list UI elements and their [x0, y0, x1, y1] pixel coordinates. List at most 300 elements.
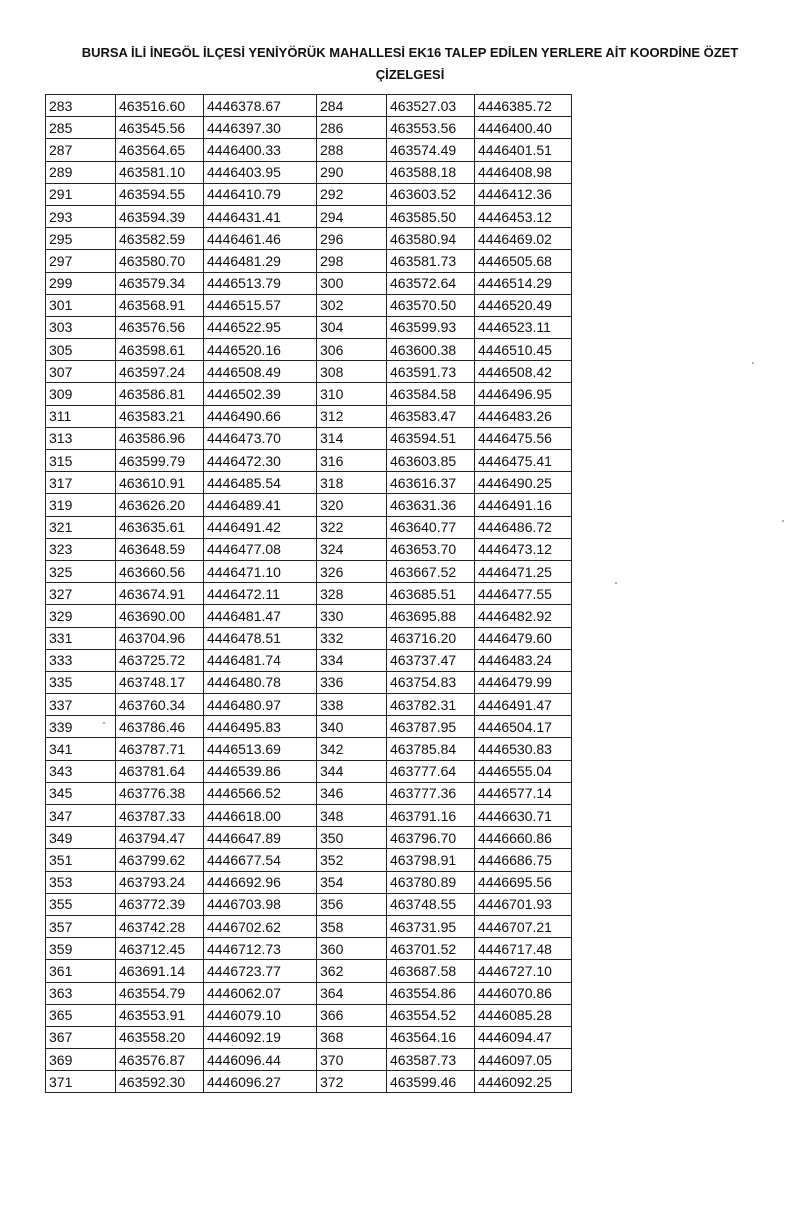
- y-coord-cell: 463553.56: [387, 117, 475, 139]
- point-no-cell: 296: [317, 228, 387, 250]
- table-row: [46, 560, 572, 582]
- point-no-cell: 365: [46, 1004, 116, 1026]
- point-no-cell: 349: [46, 827, 116, 849]
- point-no-cell: 288: [317, 139, 387, 161]
- y-coord-cell: 463576.56: [116, 316, 204, 338]
- y-coord-cell: 463781.64: [116, 760, 204, 782]
- table-row: [46, 760, 572, 782]
- y-coord-cell: 463716.20: [387, 627, 475, 649]
- title-line-2: ÇİZELGESİ: [375, 67, 445, 82]
- x-coord-cell: 4446502.39: [204, 383, 317, 405]
- x-coord-cell: 4446478.51: [204, 627, 317, 649]
- y-coord-cell: 463787.33: [116, 805, 204, 827]
- point-no-cell: 317: [46, 472, 116, 494]
- point-no-cell: 339: [46, 716, 116, 738]
- x-coord-cell: 4446686.75: [475, 849, 572, 871]
- x-coord-cell: 4446472.11: [204, 583, 317, 605]
- y-coord-cell: 463594.51: [387, 427, 475, 449]
- y-coord-cell: 463592.30: [116, 1071, 204, 1093]
- table-row: [46, 316, 572, 338]
- y-coord-cell: 463777.36: [387, 782, 475, 804]
- point-no-cell: 299: [46, 272, 116, 294]
- point-no-cell: 345: [46, 782, 116, 804]
- x-coord-cell: 4446485.54: [204, 472, 317, 494]
- table-row: [46, 827, 572, 849]
- point-no-cell: 354: [317, 871, 387, 893]
- point-no-cell: 363: [46, 982, 116, 1004]
- x-coord-cell: 4446495.83: [204, 716, 317, 738]
- y-coord-cell: 463776.38: [116, 782, 204, 804]
- point-no-cell: 323: [46, 538, 116, 560]
- y-coord-cell: 463581.73: [387, 250, 475, 272]
- y-coord-cell: 463737.47: [387, 649, 475, 671]
- y-coord-cell: 463576.87: [116, 1049, 204, 1071]
- point-no-cell: 297: [46, 250, 116, 272]
- point-no-cell: 320: [317, 494, 387, 516]
- coordinate-table: [45, 94, 572, 1093]
- table-row: [46, 383, 572, 405]
- y-coord-cell: 463667.52: [387, 560, 475, 582]
- table-row: [46, 782, 572, 804]
- x-coord-cell: 4446408.98: [475, 161, 572, 183]
- y-coord-cell: 463640.77: [387, 516, 475, 538]
- point-no-cell: 295: [46, 228, 116, 250]
- point-no-cell: 348: [317, 805, 387, 827]
- y-coord-cell: 463584.58: [387, 383, 475, 405]
- table-row: [46, 405, 572, 427]
- point-no-cell: 356: [317, 893, 387, 915]
- y-coord-cell: 463610.91: [116, 472, 204, 494]
- point-no-cell: 310: [317, 383, 387, 405]
- table-row: [46, 605, 572, 627]
- y-coord-cell: 463748.17: [116, 671, 204, 693]
- x-coord-cell: 4446481.29: [204, 250, 317, 272]
- table-row: [46, 938, 572, 960]
- y-coord-cell: 463564.65: [116, 139, 204, 161]
- x-coord-cell: 4446566.52: [204, 782, 317, 804]
- point-no-cell: 316: [317, 450, 387, 472]
- y-coord-cell: 463648.59: [116, 538, 204, 560]
- point-no-cell: 314: [317, 427, 387, 449]
- table-row: [46, 250, 572, 272]
- table-row: [46, 1049, 572, 1071]
- table-row: [46, 494, 572, 516]
- y-coord-cell: 463626.20: [116, 494, 204, 516]
- y-coord-cell: 463586.96: [116, 427, 204, 449]
- x-coord-cell: 4446473.70: [204, 427, 317, 449]
- table-row: [46, 472, 572, 494]
- x-coord-cell: 4446630.71: [475, 805, 572, 827]
- x-coord-cell: 4446471.10: [204, 560, 317, 582]
- x-coord-cell: 4446473.12: [475, 538, 572, 560]
- y-coord-cell: 463754.83: [387, 671, 475, 693]
- x-coord-cell: 4446491.47: [475, 694, 572, 716]
- point-no-cell: 359: [46, 938, 116, 960]
- document-title: [60, 42, 760, 86]
- point-no-cell: 355: [46, 893, 116, 915]
- x-coord-cell: 4446477.08: [204, 538, 317, 560]
- x-coord-cell: 4446491.16: [475, 494, 572, 516]
- point-no-cell: 330: [317, 605, 387, 627]
- y-coord-cell: 463742.28: [116, 915, 204, 937]
- x-coord-cell: 4446513.79: [204, 272, 317, 294]
- point-no-cell: 331: [46, 627, 116, 649]
- x-coord-cell: 4446400.33: [204, 139, 317, 161]
- y-coord-cell: 463780.89: [387, 871, 475, 893]
- x-coord-cell: 4446412.36: [475, 183, 572, 205]
- table-row: [46, 205, 572, 227]
- y-coord-cell: 463585.50: [387, 205, 475, 227]
- table-row: [46, 339, 572, 361]
- scan-speck: [103, 722, 105, 724]
- x-coord-cell: 4446094.47: [475, 1026, 572, 1048]
- y-coord-cell: 463598.61: [116, 339, 204, 361]
- y-coord-cell: 463798.91: [387, 849, 475, 871]
- x-coord-cell: 4446496.95: [475, 383, 572, 405]
- table-row: [46, 427, 572, 449]
- table-row: [46, 538, 572, 560]
- point-no-cell: 307: [46, 361, 116, 383]
- point-no-cell: 292: [317, 183, 387, 205]
- y-coord-cell: 463580.70: [116, 250, 204, 272]
- point-no-cell: 358: [317, 915, 387, 937]
- x-coord-cell: 4446520.49: [475, 294, 572, 316]
- x-coord-cell: 4446702.62: [204, 915, 317, 937]
- x-coord-cell: 4446692.96: [204, 871, 317, 893]
- y-coord-cell: 463583.21: [116, 405, 204, 427]
- x-coord-cell: 4446717.48: [475, 938, 572, 960]
- x-coord-cell: 4446555.04: [475, 760, 572, 782]
- point-no-cell: 350: [317, 827, 387, 849]
- point-no-cell: 298: [317, 250, 387, 272]
- point-no-cell: 309: [46, 383, 116, 405]
- point-no-cell: 370: [317, 1049, 387, 1071]
- table-row: [46, 893, 572, 915]
- point-no-cell: 344: [317, 760, 387, 782]
- y-coord-cell: 463731.95: [387, 915, 475, 937]
- y-coord-cell: 463603.85: [387, 450, 475, 472]
- point-no-cell: 286: [317, 117, 387, 139]
- y-coord-cell: 463599.46: [387, 1071, 475, 1093]
- y-coord-cell: 463616.37: [387, 472, 475, 494]
- x-coord-cell: 4446471.25: [475, 560, 572, 582]
- point-no-cell: 341: [46, 738, 116, 760]
- point-no-cell: 290: [317, 161, 387, 183]
- y-coord-cell: 463564.16: [387, 1026, 475, 1048]
- x-coord-cell: 4446508.42: [475, 361, 572, 383]
- x-coord-cell: 4446482.92: [475, 605, 572, 627]
- x-coord-cell: 4446397.30: [204, 117, 317, 139]
- x-coord-cell: 4446695.56: [475, 871, 572, 893]
- table-row: [46, 161, 572, 183]
- table-row: [46, 1026, 572, 1048]
- x-coord-cell: 4446385.72: [475, 95, 572, 117]
- point-no-cell: 367: [46, 1026, 116, 1048]
- table-row: [46, 982, 572, 1004]
- table-row: [46, 183, 572, 205]
- y-coord-cell: 463600.38: [387, 339, 475, 361]
- point-no-cell: 306: [317, 339, 387, 361]
- point-no-cell: 343: [46, 760, 116, 782]
- y-coord-cell: 463599.93: [387, 316, 475, 338]
- point-no-cell: 326: [317, 560, 387, 582]
- point-no-cell: 291: [46, 183, 116, 205]
- x-coord-cell: 4446491.42: [204, 516, 317, 538]
- x-coord-cell: 4446472.30: [204, 450, 317, 472]
- y-coord-cell: 463691.14: [116, 960, 204, 982]
- x-coord-cell: 4446480.97: [204, 694, 317, 716]
- y-coord-cell: 463685.51: [387, 583, 475, 605]
- y-coord-cell: 463554.52: [387, 1004, 475, 1026]
- point-no-cell: 285: [46, 117, 116, 139]
- point-no-cell: 362: [317, 960, 387, 982]
- x-coord-cell: 4446660.86: [475, 827, 572, 849]
- x-coord-cell: 4446483.24: [475, 649, 572, 671]
- x-coord-cell: 4446514.29: [475, 272, 572, 294]
- y-coord-cell: 463570.50: [387, 294, 475, 316]
- point-no-cell: 328: [317, 583, 387, 605]
- point-no-cell: 353: [46, 871, 116, 893]
- x-coord-cell: 4446490.25: [475, 472, 572, 494]
- x-coord-cell: 4446092.19: [204, 1026, 317, 1048]
- table-row: [46, 1004, 572, 1026]
- point-no-cell: 372: [317, 1071, 387, 1093]
- point-no-cell: 347: [46, 805, 116, 827]
- y-coord-cell: 463597.24: [116, 361, 204, 383]
- point-no-cell: 283: [46, 95, 116, 117]
- x-coord-cell: 4446097.05: [475, 1049, 572, 1071]
- x-coord-cell: 4446618.00: [204, 805, 317, 827]
- point-no-cell: 294: [317, 205, 387, 227]
- x-coord-cell: 4446062.07: [204, 982, 317, 1004]
- y-coord-cell: 463574.49: [387, 139, 475, 161]
- y-coord-cell: 463579.34: [116, 272, 204, 294]
- y-coord-cell: 463787.71: [116, 738, 204, 760]
- y-coord-cell: 463785.84: [387, 738, 475, 760]
- x-coord-cell: 4446481.74: [204, 649, 317, 671]
- table-row: [46, 716, 572, 738]
- table-row: [46, 671, 572, 693]
- point-no-cell: 305: [46, 339, 116, 361]
- x-coord-cell: 4446703.98: [204, 893, 317, 915]
- table-row: [46, 361, 572, 383]
- y-coord-cell: 463635.61: [116, 516, 204, 538]
- point-no-cell: 332: [317, 627, 387, 649]
- y-coord-cell: 463782.31: [387, 694, 475, 716]
- table-row: [46, 694, 572, 716]
- x-coord-cell: 4446490.66: [204, 405, 317, 427]
- point-no-cell: 352: [317, 849, 387, 871]
- point-no-cell: 313: [46, 427, 116, 449]
- point-no-cell: 311: [46, 405, 116, 427]
- x-coord-cell: 4446530.83: [475, 738, 572, 760]
- table-row: [46, 272, 572, 294]
- point-no-cell: 369: [46, 1049, 116, 1071]
- table-row: [46, 849, 572, 871]
- title-line-1: BURSA İLİ İNEGÖL İLÇESİ YENİYÖRÜK MAHALLESİ EK16 TALEP EDİLEN YERLERE AİT KOORDİNE ÖZET: [81, 45, 739, 60]
- point-no-cell: 329: [46, 605, 116, 627]
- y-coord-cell: 463674.91: [116, 583, 204, 605]
- point-no-cell: 346: [317, 782, 387, 804]
- x-coord-cell: 4446523.11: [475, 316, 572, 338]
- y-coord-cell: 463701.52: [387, 938, 475, 960]
- point-no-cell: 335: [46, 671, 116, 693]
- x-coord-cell: 4446477.55: [475, 583, 572, 605]
- point-no-cell: 351: [46, 849, 116, 871]
- point-no-cell: 287: [46, 139, 116, 161]
- x-coord-cell: 4446481.47: [204, 605, 317, 627]
- x-coord-cell: 4446079.10: [204, 1004, 317, 1026]
- y-coord-cell: 463786.46: [116, 716, 204, 738]
- x-coord-cell: 4446677.54: [204, 849, 317, 871]
- x-coord-cell: 4446475.41: [475, 450, 572, 472]
- y-coord-cell: 463777.64: [387, 760, 475, 782]
- x-coord-cell: 4446096.27: [204, 1071, 317, 1093]
- y-coord-cell: 463794.47: [116, 827, 204, 849]
- table-row: [46, 516, 572, 538]
- y-coord-cell: 463704.96: [116, 627, 204, 649]
- y-coord-cell: 463725.72: [116, 649, 204, 671]
- y-coord-cell: 463799.62: [116, 849, 204, 871]
- x-coord-cell: 4446489.41: [204, 494, 317, 516]
- x-coord-cell: 4446461.46: [204, 228, 317, 250]
- y-coord-cell: 463527.03: [387, 95, 475, 117]
- point-no-cell: 371: [46, 1071, 116, 1093]
- x-coord-cell: 4446410.79: [204, 183, 317, 205]
- table-row: [46, 649, 572, 671]
- y-coord-cell: 463554.79: [116, 982, 204, 1004]
- y-coord-cell: 463712.45: [116, 938, 204, 960]
- x-coord-cell: 4446510.45: [475, 339, 572, 361]
- point-no-cell: 333: [46, 649, 116, 671]
- point-no-cell: 364: [317, 982, 387, 1004]
- table-row: [46, 583, 572, 605]
- y-coord-cell: 463748.55: [387, 893, 475, 915]
- x-coord-cell: 4446707.21: [475, 915, 572, 937]
- table-row: [46, 117, 572, 139]
- y-coord-cell: 463594.39: [116, 205, 204, 227]
- x-coord-cell: 4446085.28: [475, 1004, 572, 1026]
- y-coord-cell: 463583.47: [387, 405, 475, 427]
- x-coord-cell: 4446483.26: [475, 405, 572, 427]
- point-no-cell: 361: [46, 960, 116, 982]
- y-coord-cell: 463554.86: [387, 982, 475, 1004]
- coordinate-table-body: [46, 95, 572, 1093]
- point-no-cell: 304: [317, 316, 387, 338]
- x-coord-cell: 4446453.12: [475, 205, 572, 227]
- table-row: [46, 871, 572, 893]
- table-row: [46, 915, 572, 937]
- y-coord-cell: 463631.36: [387, 494, 475, 516]
- point-no-cell: 337: [46, 694, 116, 716]
- y-coord-cell: 463690.00: [116, 605, 204, 627]
- x-coord-cell: 4446475.56: [475, 427, 572, 449]
- table-row: [46, 450, 572, 472]
- point-no-cell: 308: [317, 361, 387, 383]
- x-coord-cell: 4446378.67: [204, 95, 317, 117]
- x-coord-cell: 4446092.25: [475, 1071, 572, 1093]
- point-no-cell: 336: [317, 671, 387, 693]
- point-no-cell: 303: [46, 316, 116, 338]
- table-row: [46, 95, 572, 117]
- y-coord-cell: 463653.70: [387, 538, 475, 560]
- x-coord-cell: 4446401.51: [475, 139, 572, 161]
- point-no-cell: 342: [317, 738, 387, 760]
- y-coord-cell: 463791.16: [387, 805, 475, 827]
- point-no-cell: 300: [317, 272, 387, 294]
- y-coord-cell: 463594.55: [116, 183, 204, 205]
- x-coord-cell: 4446577.14: [475, 782, 572, 804]
- y-coord-cell: 463772.39: [116, 893, 204, 915]
- y-coord-cell: 463591.73: [387, 361, 475, 383]
- x-coord-cell: 4446712.73: [204, 938, 317, 960]
- point-no-cell: 318: [317, 472, 387, 494]
- point-no-cell: 360: [317, 938, 387, 960]
- x-coord-cell: 4446070.86: [475, 982, 572, 1004]
- table-row: [46, 627, 572, 649]
- y-coord-cell: 463796.70: [387, 827, 475, 849]
- y-coord-cell: 463599.79: [116, 450, 204, 472]
- point-no-cell: 301: [46, 294, 116, 316]
- x-coord-cell: 4446479.99: [475, 671, 572, 693]
- table-row: [46, 805, 572, 827]
- x-coord-cell: 4446520.16: [204, 339, 317, 361]
- point-no-cell: 340: [317, 716, 387, 738]
- x-coord-cell: 4446431.41: [204, 205, 317, 227]
- point-no-cell: 368: [317, 1026, 387, 1048]
- x-coord-cell: 4446505.68: [475, 250, 572, 272]
- y-coord-cell: 463660.56: [116, 560, 204, 582]
- point-no-cell: 334: [317, 649, 387, 671]
- y-coord-cell: 463760.34: [116, 694, 204, 716]
- point-no-cell: 302: [317, 294, 387, 316]
- x-coord-cell: 4446479.60: [475, 627, 572, 649]
- scan-speck: [752, 362, 754, 364]
- point-no-cell: 325: [46, 560, 116, 582]
- y-coord-cell: 463568.91: [116, 294, 204, 316]
- table-row: [46, 294, 572, 316]
- point-no-cell: 324: [317, 538, 387, 560]
- table-row: [46, 228, 572, 250]
- point-no-cell: 338: [317, 694, 387, 716]
- x-coord-cell: 4446508.49: [204, 361, 317, 383]
- scan-speck: [615, 582, 617, 584]
- x-coord-cell: 4446515.57: [204, 294, 317, 316]
- x-coord-cell: 4446469.02: [475, 228, 572, 250]
- x-coord-cell: 4446096.44: [204, 1049, 317, 1071]
- point-no-cell: 289: [46, 161, 116, 183]
- x-coord-cell: 4446539.86: [204, 760, 317, 782]
- point-no-cell: 319: [46, 494, 116, 516]
- table-row: [46, 738, 572, 760]
- x-coord-cell: 4446400.40: [475, 117, 572, 139]
- point-no-cell: 284: [317, 95, 387, 117]
- x-coord-cell: 4446647.89: [204, 827, 317, 849]
- y-coord-cell: 463588.18: [387, 161, 475, 183]
- y-coord-cell: 463787.95: [387, 716, 475, 738]
- table-row: [46, 139, 572, 161]
- x-coord-cell: 4446723.77: [204, 960, 317, 982]
- x-coord-cell: 4446403.95: [204, 161, 317, 183]
- point-no-cell: 357: [46, 915, 116, 937]
- point-no-cell: 293: [46, 205, 116, 227]
- y-coord-cell: 463582.59: [116, 228, 204, 250]
- x-coord-cell: 4446504.17: [475, 716, 572, 738]
- y-coord-cell: 463558.20: [116, 1026, 204, 1048]
- y-coord-cell: 463793.24: [116, 871, 204, 893]
- y-coord-cell: 463580.94: [387, 228, 475, 250]
- table-row: [46, 1071, 572, 1093]
